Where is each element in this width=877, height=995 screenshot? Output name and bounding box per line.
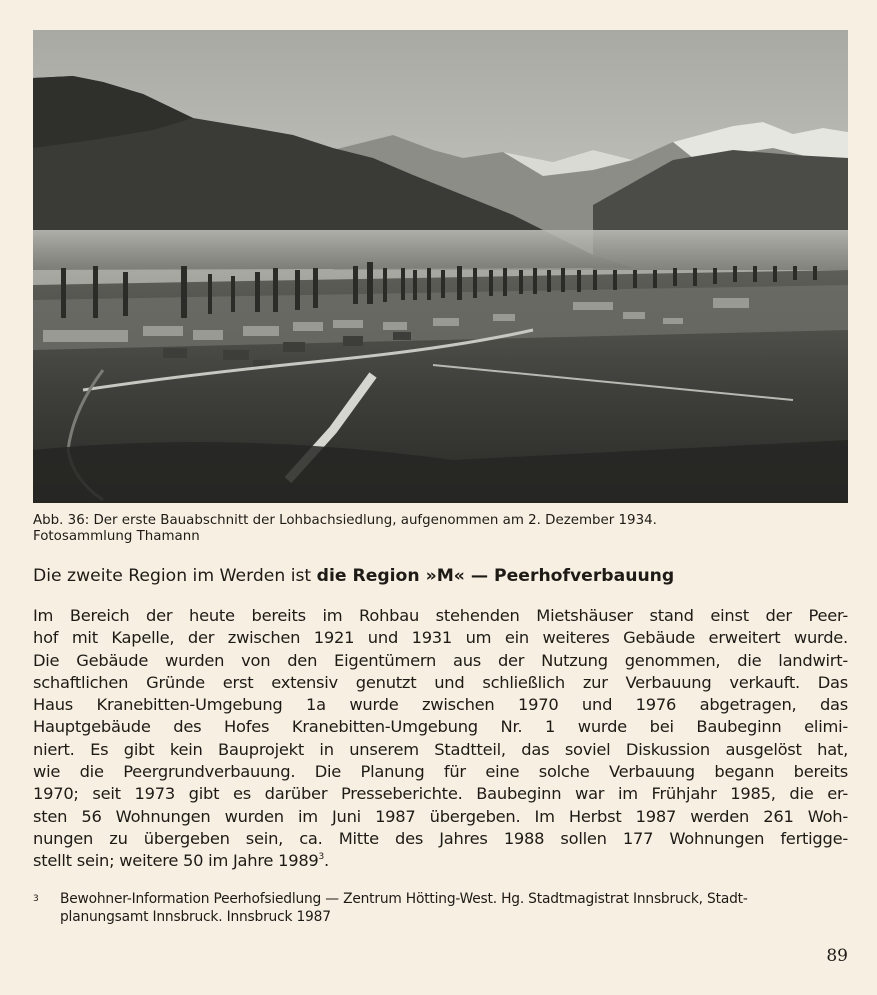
paragraph-line-text: stellt sein; weitere 50 im Jahre 1989 xyxy=(33,851,319,871)
paragraph-line: sten 56 Wohnungen wurden im Juni 1987 übergeben. Im Herbst 1987 werden 261 Woh- xyxy=(33,806,848,826)
paragraph-line: 1970; seit 1973 gibt es darüber Presseberichte. Baubeginn war im Frühjahr 1985, die er- xyxy=(33,784,848,804)
footnote-line: planungsamt Innsbruck. Innsbruck 1987 xyxy=(60,909,331,925)
paragraph-line: Haus Kranebitten-Umgebung 1a wurde zwischen 1970 und 1976 abgetragen, das xyxy=(33,695,848,715)
end-punctuation: . xyxy=(324,851,329,871)
paragraph-last-line xyxy=(33,850,848,872)
body-paragraph xyxy=(33,605,848,873)
subheading-bold: die Region »M« — Peerhofverbauung xyxy=(316,566,675,586)
footnote-line: Bewohner-Information Peerhofsiedlung — Zentrum Hötting-West. Hg. Stadtmagistrat Innsbruck, Stadt- xyxy=(60,891,748,907)
photograph-lohbachsiedlung xyxy=(33,30,848,503)
paragraph-line: niert. Es gibt kein Bauprojekt in unserem Stadtteil, das soviel Diskussion ausgelöst hat, xyxy=(33,739,848,759)
footnote-reference[interactable]: 3 xyxy=(318,852,325,863)
paragraph-line: schaftlichen Gründe erst extensiv genutzt und schließlich zur Verbauung verkauft. Das xyxy=(33,672,848,692)
footnote xyxy=(33,890,848,926)
paragraph-line: Im Bereich der heute bereits im Rohbau stehenden Mietshäuser stand einst der Peer- xyxy=(33,606,848,625)
figure-caption xyxy=(33,513,848,545)
caption-line: Abb. 36: Der erste Bauabschnitt der Lohbachsiedlung, aufgenommen am 2. Dezember 1934. xyxy=(33,513,657,528)
subheading-prefix: Die zweite Region im Werden ist xyxy=(33,566,317,586)
section-subheading xyxy=(33,564,848,588)
caption-source: Fotosammlung Thamann xyxy=(33,529,200,544)
landscape-photo-image xyxy=(33,30,848,503)
footnote-marker: 3 xyxy=(33,894,39,904)
paragraph-line: wie die Peergrundverbauung. Die Planung für eine solche Verbauung begann bereits xyxy=(33,762,848,782)
page-number: 89 xyxy=(826,946,848,966)
footnote-text xyxy=(60,890,848,926)
paragraph-line: Hauptgebäude des Hofes Kranebitten-Umgebung Nr. 1 wurde bei Baubeginn elimi- xyxy=(33,717,848,737)
paragraph-line: Die Gebäude wurden von den Eigentümern aus der Nutzung genommen, die landwirt- xyxy=(33,650,848,670)
paragraph-line: nungen zu übergeben sein, ca. Mitte des Jahres 1988 sollen 177 Wohnungen fertigge- xyxy=(33,828,848,848)
paragraph-line: hof mit Kapelle, der zwischen 1921 und 1931 um ein weiteres Gebäude erweitert wurde. xyxy=(33,628,848,648)
